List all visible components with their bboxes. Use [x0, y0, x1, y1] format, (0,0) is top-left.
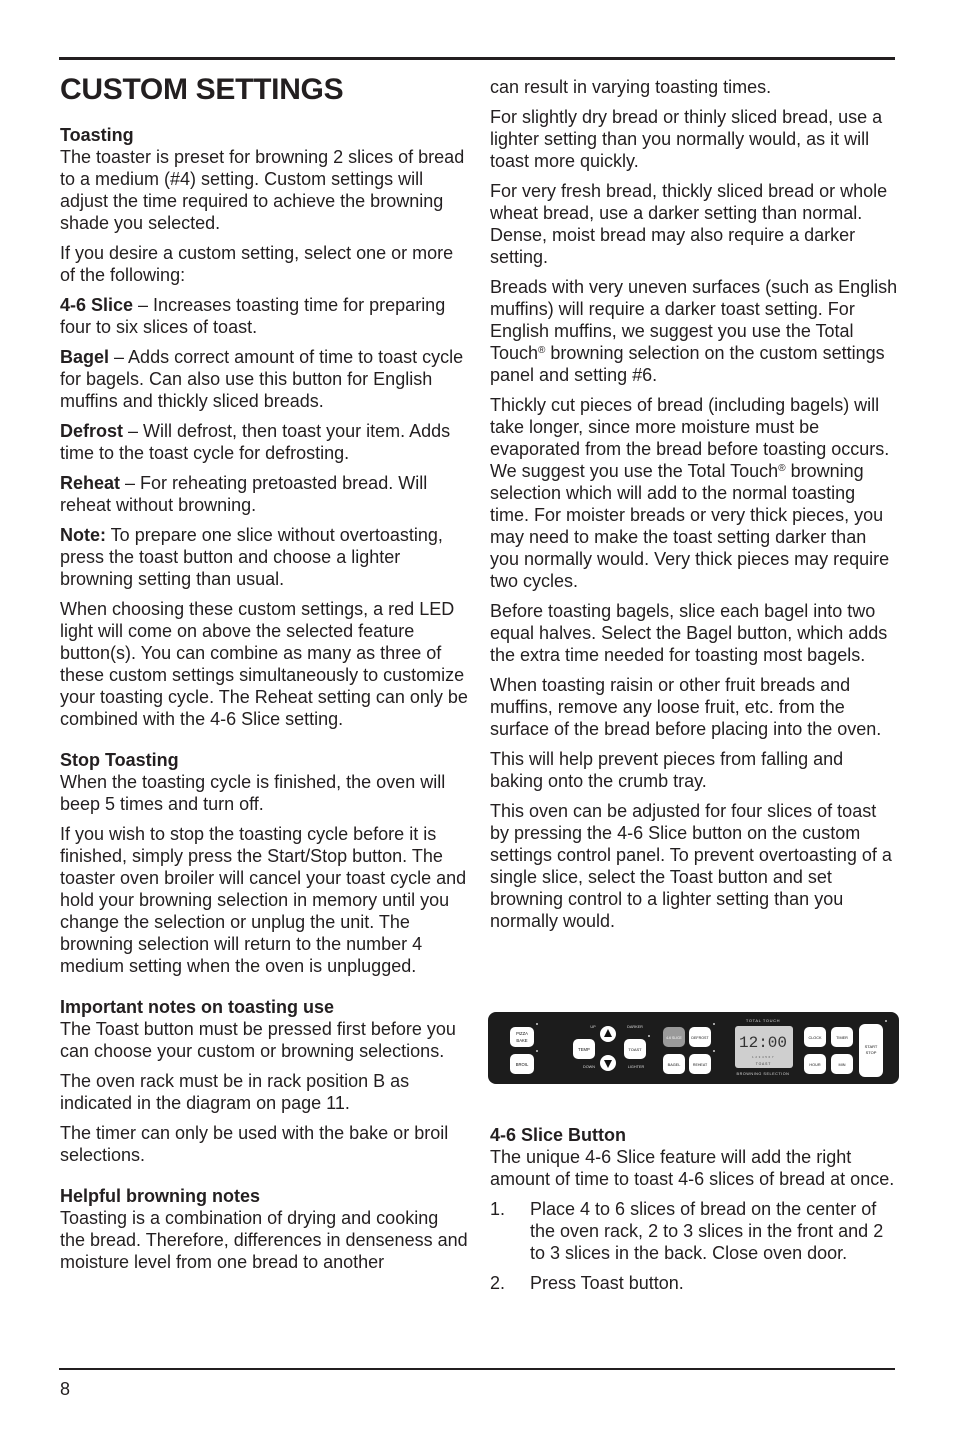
control-panel-diagram: [487, 1011, 900, 1085]
darker-label: DARKER: [627, 1025, 643, 1029]
slice-option: [60, 294, 468, 338]
slice-term: 4-6 Slice: [60, 295, 134, 315]
led-paragraph: When choosing these custom settings, a red LED light will come on above the selected feature button(s). You can combine as many as three of these custom settings simultaneously to customize your toasting cycle. The Reheat setting can only be combined with the 4-6 Slice setting.: [60, 599, 468, 729]
step-text: Press Toast button.: [530, 1273, 684, 1293]
toasting-heading: Toasting: [60, 125, 134, 145]
hour-label: HOUR: [809, 1063, 821, 1067]
registered-mark: ®: [778, 463, 786, 474]
slice-button-section: [490, 1124, 898, 1302]
right-paragraph-4: [490, 276, 898, 386]
step-text: Place 4 to 6 slices of bread on the center of the oven rack, 2 to 3 slices in the front and 2 to 3 slices in the back. Close oven door.: [530, 1199, 884, 1263]
toasting-intro: The toaster is preset for browning 2 slices of bread to a medium (#4) setting. Custom settings will adjust the time required to achieve the browning shade you selected.: [60, 147, 465, 233]
bagel-term: Bagel: [60, 347, 110, 367]
browning-selection-label: BROWNING SELECTION: [736, 1072, 790, 1076]
lighter-label: LIGHTER: [627, 1065, 645, 1069]
led-indicator: [536, 1050, 538, 1052]
right-paragraph-7: When toasting raisin or other fruit breads and muffins, remove any loose fruit, etc. from the surface of the bread before placing into the oven.: [490, 675, 882, 739]
page-title: CUSTOM SETTINGS: [60, 73, 344, 106]
timer-label: TIMER: [836, 1036, 848, 1040]
list-item: [490, 1198, 898, 1264]
up-label: UP: [590, 1025, 596, 1029]
pizza-bake-button: [510, 1027, 534, 1047]
note-text: To prepare one slice without overtoasting, press the toast button and choose a lighter browning setting than usual.: [60, 525, 443, 589]
temp-label: TEMP: [578, 1047, 590, 1052]
right-paragraph-3: For very fresh bread, thickly sliced bread or whole wheat bread, use a darker setting than normal. Dense, moist bread may also require a darker setting.: [490, 181, 888, 267]
led-indicator: [648, 1035, 650, 1037]
registered-mark: ®: [538, 345, 546, 356]
p5-text-b: browning selection which will add to the normal toasting time. For moister breads or very thick pieces, you may need to make the toast setting darker than you normally would. Very thick pieces may require two cycles.: [490, 461, 890, 591]
start-label: START: [864, 1044, 878, 1049]
bagel-label: BAGEL: [667, 1063, 681, 1067]
led-indicator: [885, 1020, 887, 1022]
bake-label: BAKE: [516, 1038, 528, 1043]
stop-paragraph-2: If you wish to stop the toasting cycle before it is finished, simply press the Start/Stop button. The toaster oven broiler will cancel your toast cycle and hold your browning selection in memory until you change the selection or unplug the unit. The browning selection will return to the number 4 medium setting when the oven is unplugged.: [60, 824, 467, 976]
led-indicator: [536, 1023, 538, 1025]
reheat-text: – For reheating pretoasted bread. Will reheat without browning.: [60, 473, 428, 515]
total-touch-label: TOTAL TOUCH: [745, 1018, 781, 1023]
right-paragraph-5: [490, 394, 898, 592]
right-paragraph-2: For slightly dry bread or thinly sliced bread, use a lighter setting than you normally would, as it will toast more quickly.: [490, 107, 883, 171]
stop-label: STOP: [865, 1050, 877, 1055]
right-column: [490, 76, 898, 940]
led-indicator: [713, 1050, 715, 1052]
left-column: [60, 72, 468, 1281]
clock-label: CLOCK: [808, 1036, 822, 1040]
led-indicator: [713, 1023, 715, 1025]
toasting-select: If you desire a custom setting, select one or more of the following:: [60, 243, 454, 285]
broil-label: BROIL: [515, 1062, 529, 1067]
slice-text: – Increases toasting time for preparing four to six slices of toast.: [60, 295, 446, 337]
note-paragraph: [60, 524, 468, 590]
slice-button-heading: 4-6 Slice Button: [490, 1125, 627, 1145]
important-paragraph-3: The timer can only be used with the bake or broil selections.: [60, 1123, 449, 1165]
defrost-text: – Will defrost, then toast your item. Adds time to the toast cycle for defrosting.: [60, 421, 451, 463]
p4-text-b: browning selection on the custom settings panel and setting #6.: [490, 343, 885, 385]
step-number: 2.: [490, 1273, 506, 1293]
top-rule: [59, 57, 895, 60]
stop-paragraph-1: When the toasting cycle is finished, the oven will beep 5 times and turn off.: [60, 772, 446, 814]
important-paragraph-1: The Toast button must be pressed first before you can choose your custom or browning selections.: [60, 1019, 456, 1061]
toast-label: TOAST: [628, 1047, 642, 1052]
bottom-rule: [59, 1368, 895, 1370]
bagel-option: [60, 346, 468, 412]
browning-scale: 1 2 3 4 5 6 7: [752, 1055, 774, 1059]
control-panel-svg: [487, 1011, 900, 1085]
slice-4-6-label: 4-6 SLICE: [666, 1036, 682, 1040]
display-toast: T O A S T: [755, 1062, 771, 1066]
slice-button-intro: The unique 4-6 Slice feature will add the right amount of time to toast 4-6 slices of bread at once.: [490, 1147, 895, 1189]
important-paragraph-2: The oven rack must be in rack position B as indicated in the diagram on page 11.: [60, 1071, 410, 1113]
important-notes-heading: Important notes on toasting use: [60, 997, 335, 1017]
step-number: 1.: [490, 1199, 506, 1219]
right-paragraph-9: This oven can be adjusted for four slices of toast by pressing the 4-6 Slice button on the custom settings control panel. To prevent overtoasting of a single slice, select the Toast button and set browning control to a lighter setting than you normally would.: [490, 801, 892, 931]
defrost-option: [60, 420, 468, 464]
defrost-term: Defrost: [60, 421, 124, 441]
right-paragraph-8: This will help prevent pieces from falling and baking onto the crumb tray.: [490, 749, 844, 791]
down-label: DOWN: [582, 1065, 596, 1069]
min-label: MIN: [838, 1063, 846, 1067]
note-label: Note:: [60, 525, 106, 545]
reheat-label: REHEAT: [692, 1063, 708, 1067]
slice-button-steps: [490, 1198, 898, 1294]
stop-toasting-heading: Stop Toasting: [60, 750, 179, 770]
helpful-paragraph-1: Toasting is a combination of drying and cooking the bread. Therefore, differences in denseness and moisture level from one bread to another: [60, 1208, 468, 1272]
pizza-label: PIZZA: [516, 1031, 528, 1036]
defrost-label: DEFROST: [691, 1036, 709, 1040]
helpful-notes-heading: Helpful browning notes: [60, 1186, 260, 1206]
page-number: 8: [60, 1379, 71, 1399]
display-time: 12:00: [738, 1034, 788, 1052]
p4-text-a: Breads with very uneven surfaces (such as English muffins) will require a darker toast setting. For English muffins, we suggest you use the Total Touch: [490, 277, 898, 363]
right-paragraph-6: Before toasting bagels, slice each bagel into two equal halves. Select the Bagel button, which adds the extra time needed for toasting most bagels.: [490, 601, 888, 665]
right-paragraph-1: can result in varying toasting times.: [490, 77, 772, 97]
list-item: [490, 1272, 898, 1294]
reheat-term: Reheat: [60, 473, 121, 493]
bagel-text: – Adds correct amount of time to toast cycle for bagels. Can also use this button for English muffins and thickly sliced breads.: [60, 347, 464, 411]
reheat-option: [60, 472, 468, 516]
p5-text-a: Thickly cut pieces of bread (including bagels) will take longer, since more moisture must be evaporated from the bread before toasting occurs. We suggest you use the Total Touch: [490, 395, 890, 481]
